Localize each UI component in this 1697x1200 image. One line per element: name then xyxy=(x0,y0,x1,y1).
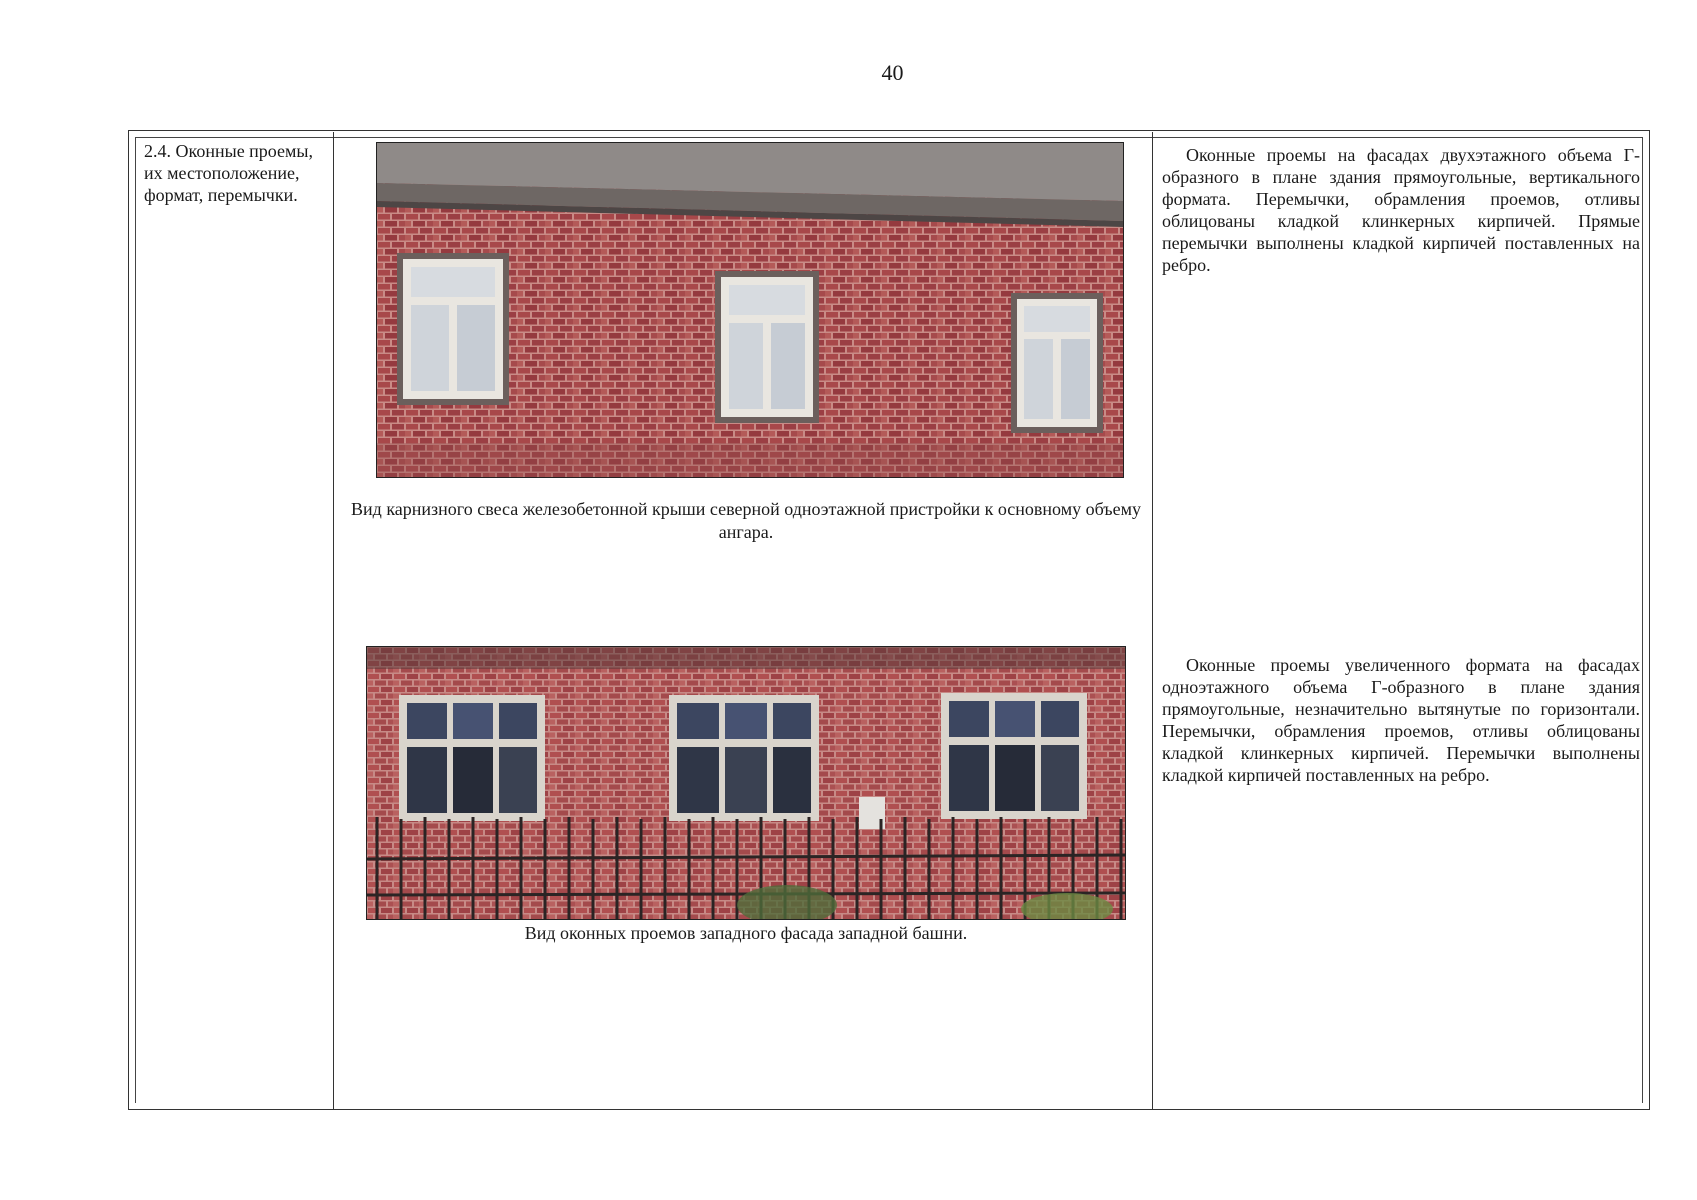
description-text-1: Оконные проемы на фасадах двухэтажного объема Г-образного в плане здания прямоугольные, вертикального формата. Перемычки, обрамления проемов, отливы облицованы кладкой клинкерных кирпичей. Прямые перемычки выполнены кладкой кирпичей поставленных на ребро. xyxy=(1162,145,1640,275)
brick-facade-photo-2 xyxy=(367,647,1125,919)
page-number: 40 xyxy=(881,60,904,85)
wide-window-right xyxy=(941,693,1087,819)
photo-1-caption: Вид карнизного свеса железобетонной крыши северной одноэтажной пристройки к основному объему ангара. xyxy=(351,499,1141,542)
photo-2-caption: Вид оконных проемов западного фасада западной башни. xyxy=(524,923,968,943)
description-text-2: Оконные проемы увеличенного формата на фасадах одноэтажного объема Г-образного в плане здания прямоугольные, незначительно вытянутые по горизонтали. Перемычки, обрамления проемов, отливы облицованы кладкой клинкерных кирпичей. Перемычки выполнены кладкой кирпичей поставленных на ребро. xyxy=(1162,655,1640,785)
window-right xyxy=(1011,293,1103,433)
description-table xyxy=(128,130,1650,1110)
section-label: 2.4. Оконные проемы, их местоположение, формат, перемычки. xyxy=(144,141,314,205)
column-divider-2 xyxy=(1152,132,1153,1109)
photo-north-annex-eaves xyxy=(376,142,1124,478)
brick-facade-photo-1 xyxy=(377,143,1123,477)
window-left xyxy=(397,253,509,405)
wide-window-left xyxy=(399,695,545,821)
table-inner-frame xyxy=(135,137,1643,1103)
column-divider-1 xyxy=(333,132,334,1109)
photo-west-tower-windows xyxy=(366,646,1126,920)
description-lower xyxy=(1162,654,1640,786)
window-center xyxy=(715,271,819,423)
description-upper xyxy=(1162,144,1640,276)
wide-window-center xyxy=(669,695,819,821)
